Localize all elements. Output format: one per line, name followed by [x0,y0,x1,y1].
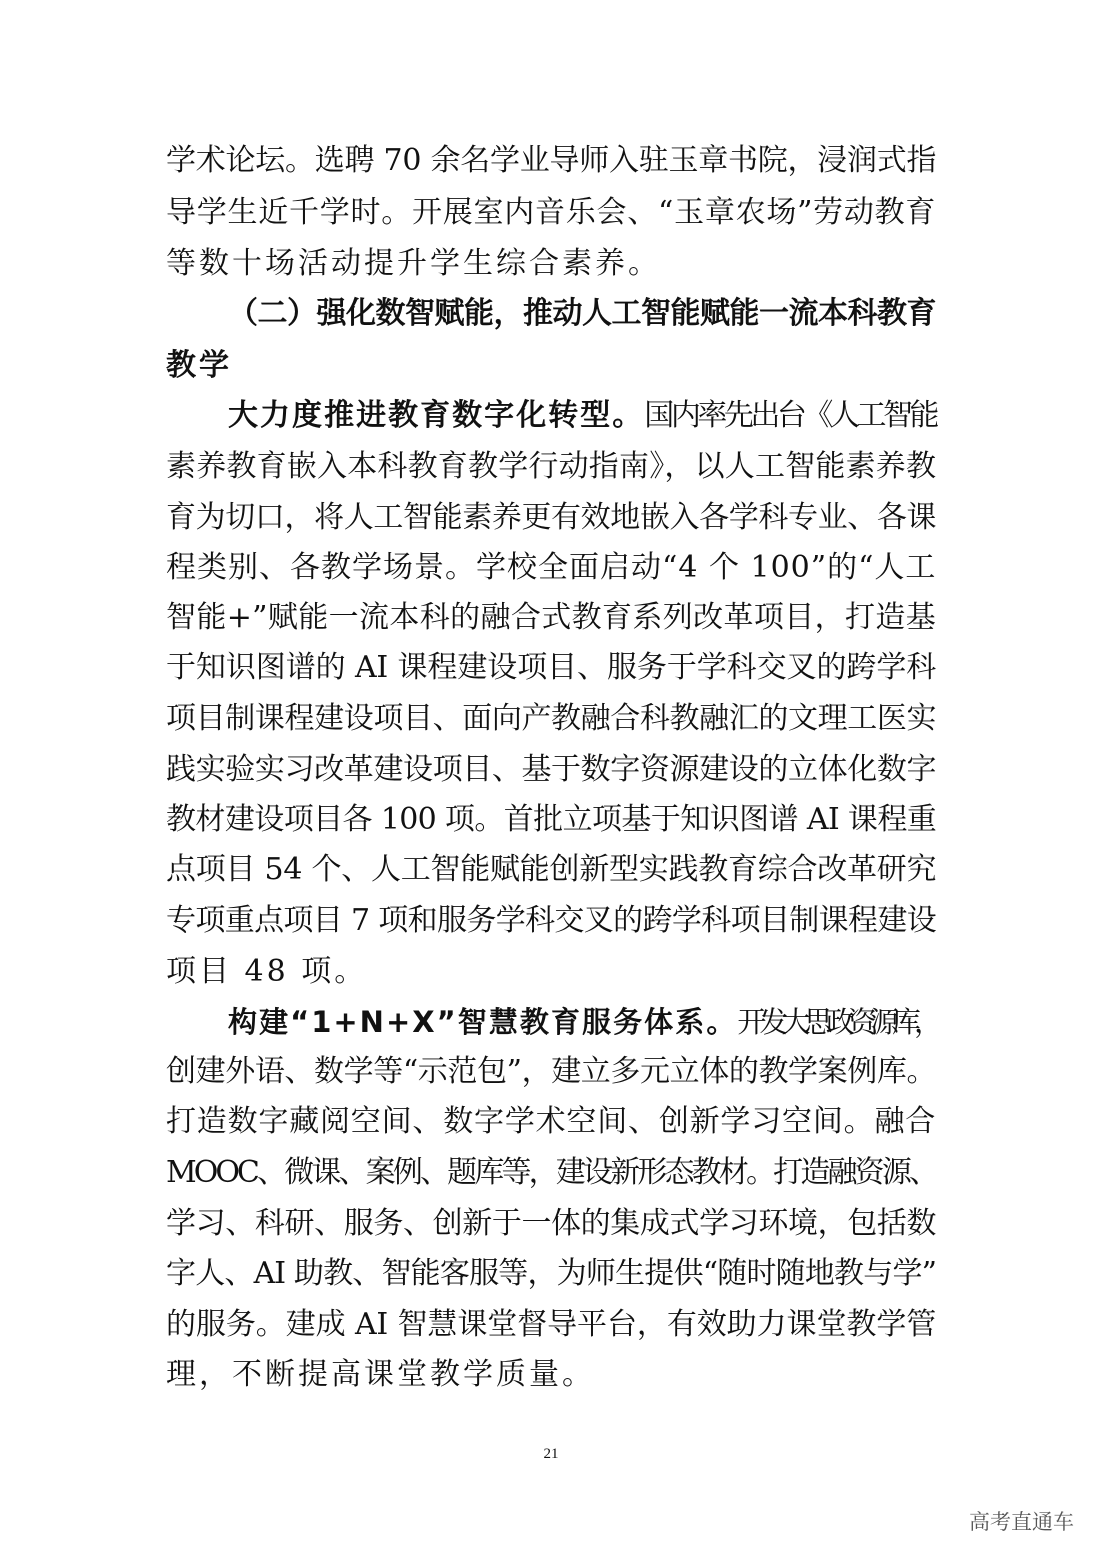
text-line: 智能+”赋能一流本科的融合式教育系列改革项目，打造基 [166,600,936,635]
text-line: 创建外语、数学等“示范包”，建立多元立体的教学案例库。 [166,1054,936,1089]
text-line: 育为切口，将人工智能素养更有效地嵌入各学科专业、各课 [166,500,936,535]
text-line: 学术论坛。选聘 70 余名学业导师入驻玉章书院，浸润式指 [166,143,937,178]
paragraph-lead-bold: 大力度推进教育数字化转型。 [228,398,645,433]
text-line: 的服务。建成 AI 智慧课堂督导平台，有效助力课堂教学管 [166,1307,936,1342]
text-line: 践实验实习改革建设项目、基于数字资源建设的立体化数字 [166,752,936,787]
text-line: 项目 48 项。 [166,954,368,989]
text-line: 于知识图谱的 AI 课程建设项目、服务于学科交叉的跨学科 [166,650,936,685]
section-heading: （二）强化数智赋能，推动人工智能赋能一流本科教育 [228,296,936,331]
text-line: 项目制课程建设项目、面向产教融合科教融汇的文理工医实 [166,701,936,736]
watermark: 高考直通车 [969,1510,1074,1534]
text-line: 导学生近千学时。开展室内音乐会、“玉章农场”劳动教育 [166,195,937,230]
paragraph-lead-rest: 国内率先出台《人工智能 [644,398,937,433]
paragraph-lead [228,396,936,436]
text-line: 点项目 54 个、人工智能赋能创新型实践教育综合改革研究 [166,852,937,887]
section-heading-continued: 教学 [166,348,232,383]
text-line: 程类别、各教学场景。学校全面启动“4 个 100”的“人工 [166,550,937,585]
text-line: 字人、AI 助教、智能客服等，为师生提供“随时随地教与学” [166,1256,936,1291]
page-number: 21 [543,1446,559,1462]
paragraph-lead [228,1002,936,1042]
text-line: 教材建设项目各 100 项。首批立项基于知识图谱 AI 课程重 [166,802,936,837]
text-line: 打造数字藏阅空间、数字学术空间、创新学习空间。融合 [166,1104,936,1139]
paragraph-lead-rest: 开发大思政资源库， [737,1005,936,1039]
paragraph-lead-bold: 构建“1+N+X”智慧教育服务体系。 [228,1005,738,1039]
text-line: 等数十场活动提升学生综合素养。 [166,246,661,281]
text-line: 理，不断提高课堂教学质量。 [166,1357,595,1392]
text-line: MOOC、微课、案例、题库等，建设新形态教材。打造融资源、 [166,1155,936,1190]
text-line: 学习、科研、服务、创新于一体的集成式学习环境，包括数 [166,1206,936,1241]
text-line: 专项重点项目 7 项和服务学科交叉的跨学科项目制课程建设 [166,903,936,938]
text-line: 素养教育嵌入本科教育教学行动指南》，以人工智能素养教 [166,449,936,484]
